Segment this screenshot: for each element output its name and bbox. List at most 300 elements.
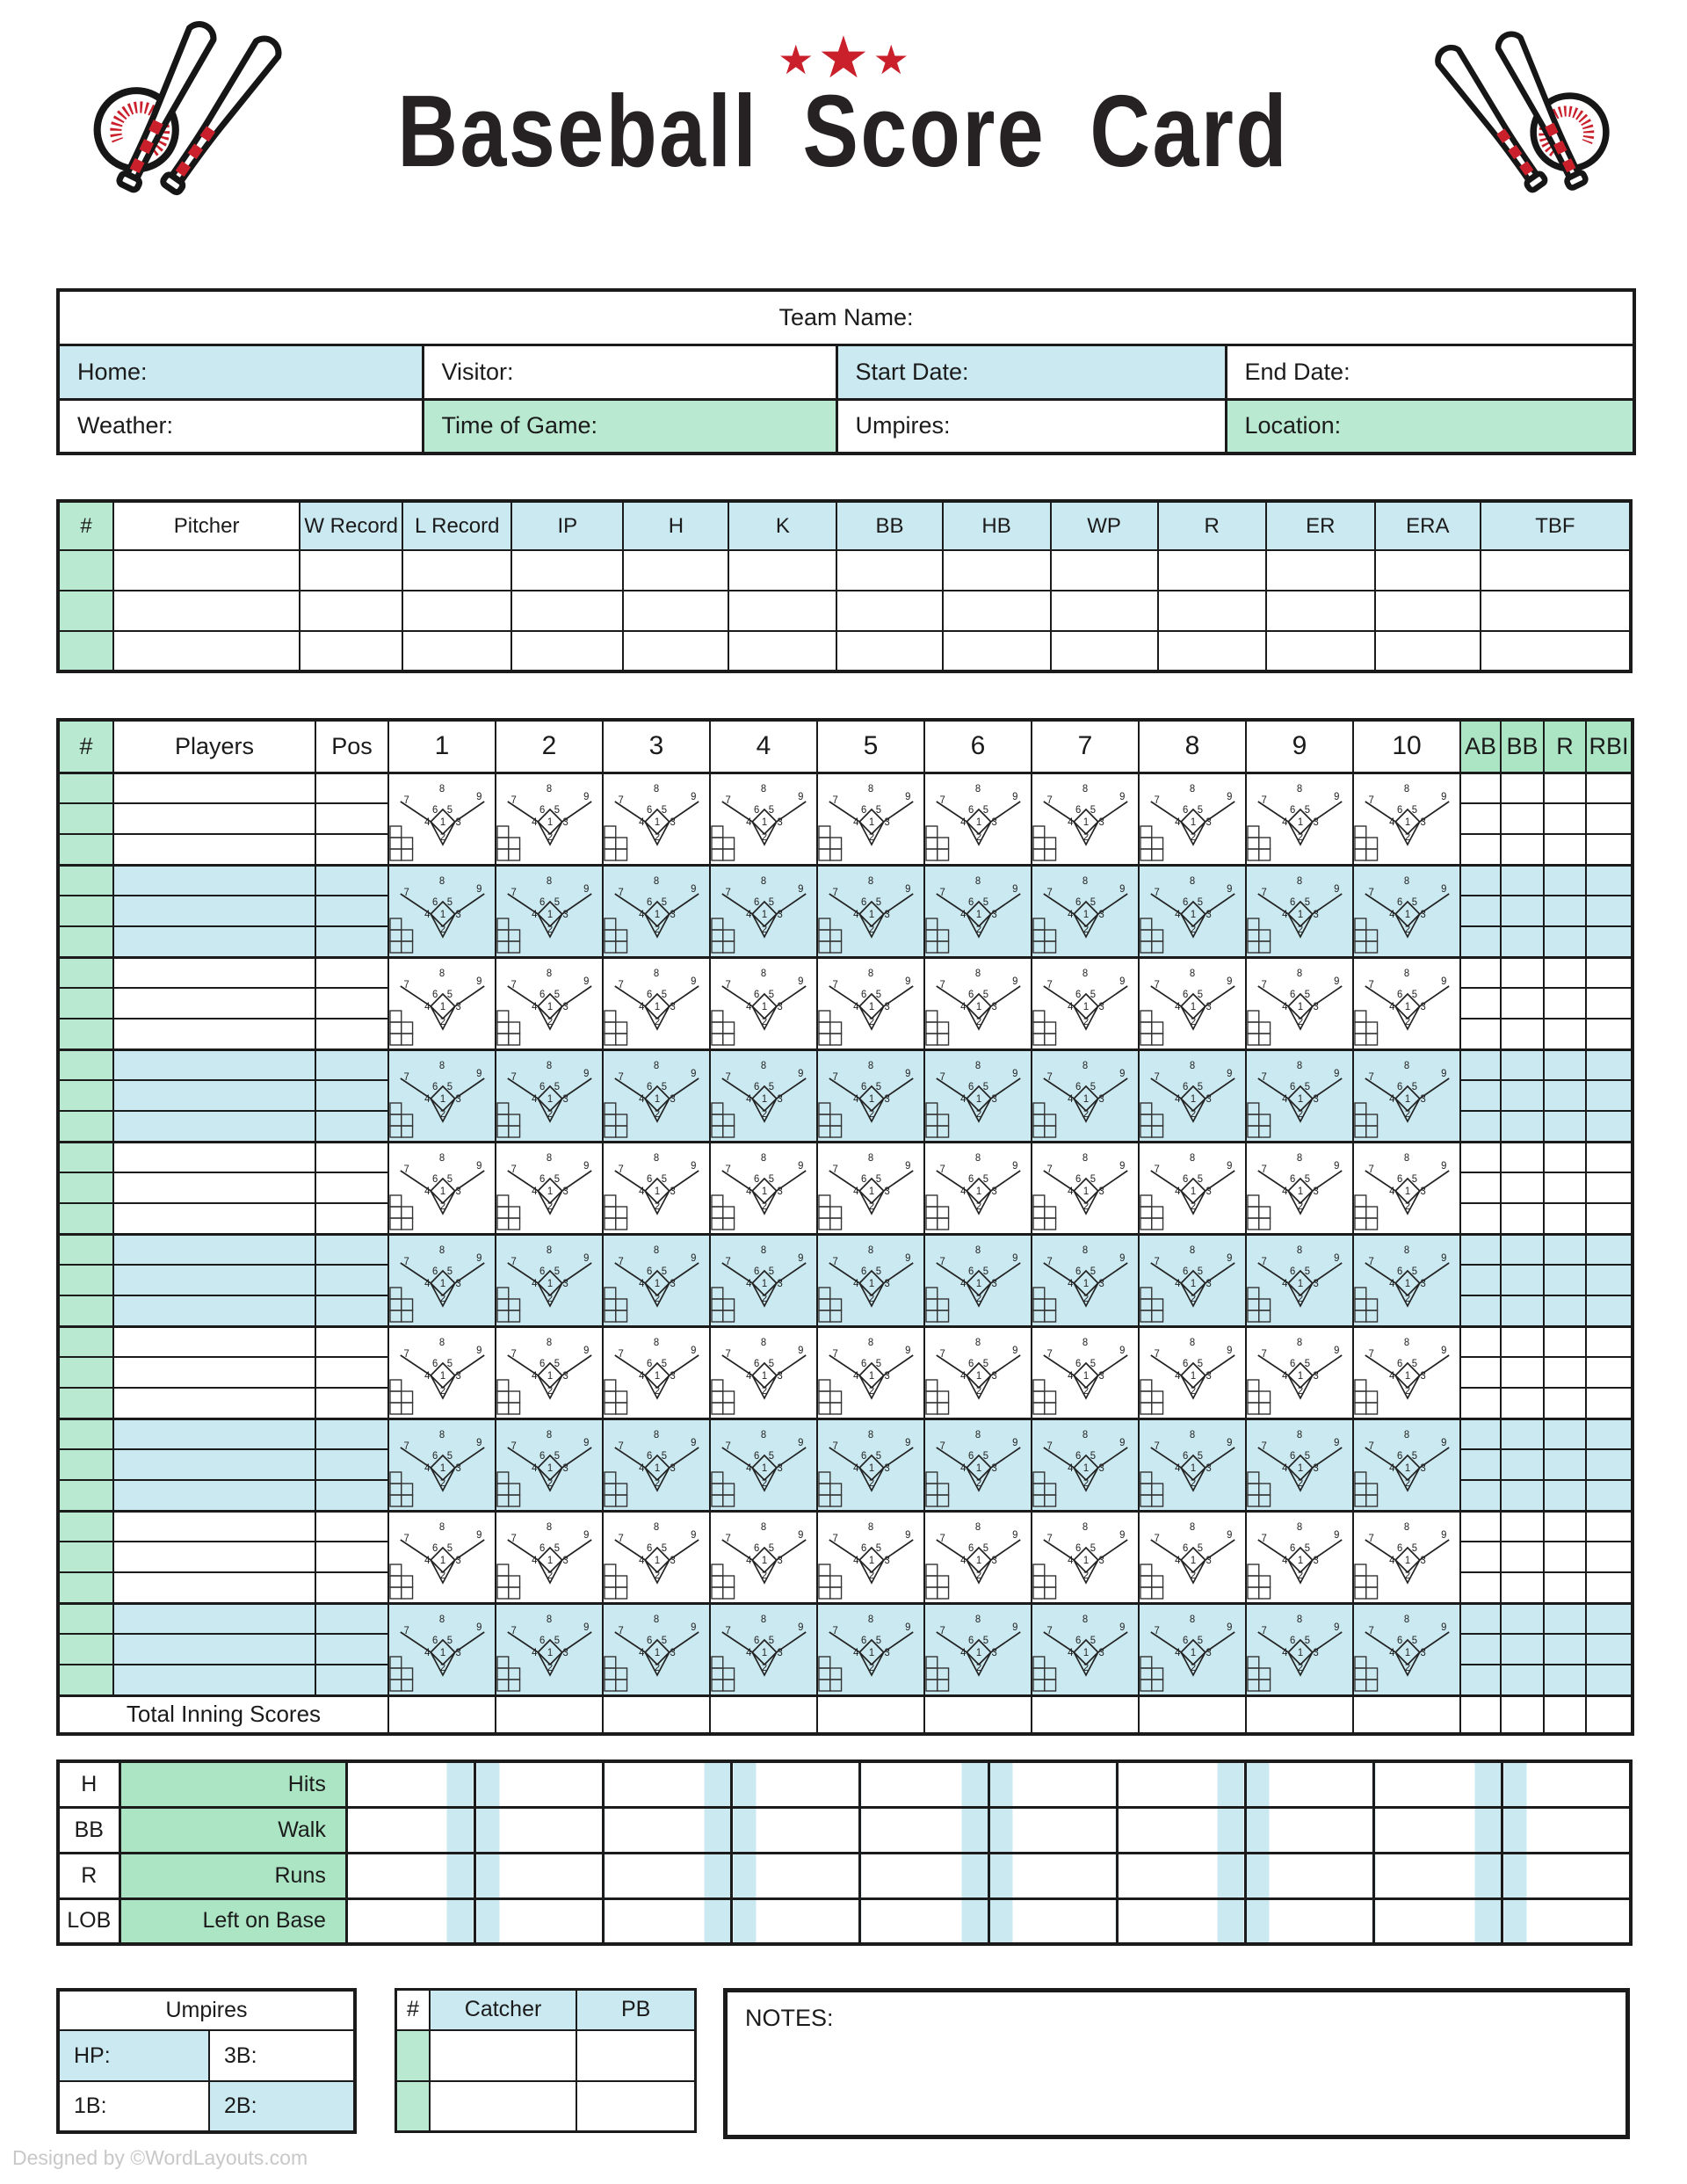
player-name-cell[interactable] <box>113 1049 315 1080</box>
inning-2-score-cell[interactable] <box>496 1511 603 1603</box>
player-name-cell[interactable] <box>113 1603 315 1634</box>
stat-inning-cell[interactable] <box>1502 1807 1631 1853</box>
rbi-cell[interactable] <box>1586 957 1633 988</box>
pitcher-cell[interactable] <box>836 550 942 591</box>
rbi-cell[interactable] <box>1586 834 1633 865</box>
player-pos-cell[interactable] <box>315 1265 388 1295</box>
rbi-cell[interactable] <box>1586 1326 1633 1357</box>
pitcher-cell[interactable] <box>113 591 300 631</box>
player-name-cell[interactable] <box>113 1295 315 1326</box>
ab-cell[interactable] <box>1460 1480 1501 1511</box>
inning-8-score-cell[interactable] <box>1139 1419 1246 1511</box>
pitcher-cell[interactable] <box>943 591 1051 631</box>
player-number-cell[interactable] <box>58 988 113 1019</box>
pitcher-cell[interactable] <box>728 591 836 631</box>
inning-4-score-cell[interactable] <box>710 1603 817 1695</box>
r-cell[interactable] <box>1544 1511 1586 1542</box>
inning-6-score-cell[interactable] <box>924 1049 1032 1142</box>
total-inning-7-cell[interactable] <box>1032 1695 1139 1734</box>
inning-3-score-cell[interactable] <box>603 1234 710 1326</box>
pitcher-cell[interactable] <box>1158 631 1266 671</box>
player-name-cell[interactable] <box>113 1542 315 1572</box>
pitcher-cell[interactable] <box>1481 550 1631 591</box>
inning-7-score-cell[interactable] <box>1032 1511 1139 1603</box>
stat-inning-cell[interactable] <box>1117 1761 1245 1807</box>
player-number-cell[interactable] <box>58 1142 113 1172</box>
ab-cell[interactable] <box>1460 957 1501 988</box>
rbi-cell[interactable] <box>1586 1111 1633 1142</box>
rbi-cell[interactable] <box>1586 1542 1633 1572</box>
total-ab-cell[interactable] <box>1460 1695 1501 1734</box>
inning-1-score-cell[interactable] <box>388 1234 496 1326</box>
pitcher-cell[interactable] <box>58 631 113 671</box>
catcher-cell[interactable] <box>396 2030 430 2081</box>
player-number-cell[interactable] <box>58 1172 113 1203</box>
inning-6-score-cell[interactable] <box>924 957 1032 1049</box>
stat-inning-cell[interactable] <box>1117 1898 1245 1944</box>
rbi-cell[interactable] <box>1586 865 1633 896</box>
pitcher-cell[interactable] <box>623 631 728 671</box>
ab-cell[interactable] <box>1460 803 1501 834</box>
catcher-cell[interactable] <box>396 2081 430 2132</box>
inning-5-score-cell[interactable] <box>817 1603 924 1695</box>
umpire-field-hp[interactable]: HP: <box>58 2030 209 2081</box>
total-inning-5-cell[interactable] <box>817 1695 924 1734</box>
stat-inning-cell[interactable] <box>988 1898 1117 1944</box>
r-cell[interactable] <box>1544 1234 1586 1265</box>
inning-3-score-cell[interactable] <box>603 1049 710 1142</box>
player-number-cell[interactable] <box>58 1542 113 1572</box>
bb-cell[interactable] <box>1501 1634 1544 1665</box>
inning-1-score-cell[interactable] <box>388 957 496 1049</box>
player-name-cell[interactable] <box>113 1080 315 1111</box>
player-number-cell[interactable] <box>58 803 113 834</box>
inning-10-score-cell[interactable] <box>1353 773 1460 865</box>
inning-1-score-cell[interactable] <box>388 1603 496 1695</box>
inning-5-score-cell[interactable] <box>817 1234 924 1326</box>
bb-cell[interactable] <box>1501 1665 1544 1695</box>
pitcher-cell[interactable] <box>943 631 1051 671</box>
player-number-cell[interactable] <box>58 865 113 896</box>
team-field-weather[interactable]: Weather: <box>58 399 423 453</box>
inning-8-score-cell[interactable] <box>1139 1234 1246 1326</box>
player-name-cell[interactable] <box>113 1111 315 1142</box>
ab-cell[interactable] <box>1460 1665 1501 1695</box>
rbi-cell[interactable] <box>1586 1665 1633 1695</box>
catcher-cell[interactable] <box>576 2081 695 2132</box>
inning-1-score-cell[interactable] <box>388 1419 496 1511</box>
r-cell[interactable] <box>1544 1572 1586 1603</box>
player-number-cell[interactable] <box>58 1080 113 1111</box>
player-number-cell[interactable] <box>58 1049 113 1080</box>
inning-8-score-cell[interactable] <box>1139 1603 1246 1695</box>
inning-7-score-cell[interactable] <box>1032 1419 1139 1511</box>
bb-cell[interactable] <box>1501 1511 1544 1542</box>
inning-4-score-cell[interactable] <box>710 1419 817 1511</box>
inning-3-score-cell[interactable] <box>603 1142 710 1234</box>
rbi-cell[interactable] <box>1586 773 1633 803</box>
bb-cell[interactable] <box>1501 803 1544 834</box>
player-name-cell[interactable] <box>113 865 315 896</box>
bb-cell[interactable] <box>1501 1572 1544 1603</box>
r-cell[interactable] <box>1544 1080 1586 1111</box>
bb-cell[interactable] <box>1501 1357 1544 1388</box>
rbi-cell[interactable] <box>1586 1265 1633 1295</box>
player-pos-cell[interactable] <box>315 773 388 803</box>
player-pos-cell[interactable] <box>315 803 388 834</box>
player-pos-cell[interactable] <box>315 865 388 896</box>
r-cell[interactable] <box>1544 896 1586 926</box>
inning-6-score-cell[interactable] <box>924 1326 1032 1419</box>
inning-5-score-cell[interactable] <box>817 1419 924 1511</box>
inning-4-score-cell[interactable] <box>710 1142 817 1234</box>
bb-cell[interactable] <box>1501 865 1544 896</box>
stat-inning-cell[interactable] <box>988 1761 1117 1807</box>
inning-1-score-cell[interactable] <box>388 865 496 957</box>
ab-cell[interactable] <box>1460 926 1501 957</box>
inning-2-score-cell[interactable] <box>496 1049 603 1142</box>
r-cell[interactable] <box>1544 1449 1586 1480</box>
player-number-cell[interactable] <box>58 1388 113 1419</box>
r-cell[interactable] <box>1544 1049 1586 1080</box>
inning-3-score-cell[interactable] <box>603 865 710 957</box>
bb-cell[interactable] <box>1501 1049 1544 1080</box>
stat-inning-cell[interactable] <box>604 1898 732 1944</box>
player-pos-cell[interactable] <box>315 1542 388 1572</box>
player-number-cell[interactable] <box>58 1480 113 1511</box>
rbi-cell[interactable] <box>1586 1203 1633 1234</box>
player-number-cell[interactable] <box>58 1111 113 1142</box>
total-inning-4-cell[interactable] <box>710 1695 817 1734</box>
stat-inning-cell[interactable] <box>1374 1761 1502 1807</box>
stat-inning-cell[interactable] <box>860 1761 988 1807</box>
ab-cell[interactable] <box>1460 1388 1501 1419</box>
stat-inning-cell[interactable] <box>346 1807 474 1853</box>
stat-inning-cell[interactable] <box>1374 1807 1502 1853</box>
pitcher-cell[interactable] <box>728 550 836 591</box>
inning-2-score-cell[interactable] <box>496 1142 603 1234</box>
rbi-cell[interactable] <box>1586 1572 1633 1603</box>
bb-cell[interactable] <box>1501 1019 1544 1049</box>
r-cell[interactable] <box>1544 1295 1586 1326</box>
rbi-cell[interactable] <box>1586 896 1633 926</box>
player-pos-cell[interactable] <box>315 1419 388 1449</box>
player-name-cell[interactable] <box>113 773 315 803</box>
team-field-umpires[interactable]: Umpires: <box>836 399 1226 453</box>
inning-2-score-cell[interactable] <box>496 1419 603 1511</box>
catcher-cell[interactable] <box>430 2081 576 2132</box>
ab-cell[interactable] <box>1460 1019 1501 1049</box>
player-pos-cell[interactable] <box>315 1172 388 1203</box>
player-name-cell[interactable] <box>113 1019 315 1049</box>
player-pos-cell[interactable] <box>315 834 388 865</box>
stat-inning-cell[interactable] <box>475 1761 604 1807</box>
ab-cell[interactable] <box>1460 1111 1501 1142</box>
inning-2-score-cell[interactable] <box>496 1603 603 1695</box>
rbi-cell[interactable] <box>1586 1419 1633 1449</box>
inning-10-score-cell[interactable] <box>1353 1142 1460 1234</box>
inning-1-score-cell[interactable] <box>388 1142 496 1234</box>
stat-inning-cell[interactable] <box>732 1898 860 1944</box>
pitcher-cell[interactable] <box>1266 591 1375 631</box>
stat-inning-cell[interactable] <box>1245 1898 1373 1944</box>
inning-7-score-cell[interactable] <box>1032 1603 1139 1695</box>
inning-2-score-cell[interactable] <box>496 773 603 865</box>
player-name-cell[interactable] <box>113 803 315 834</box>
pitcher-cell[interactable] <box>511 550 623 591</box>
player-pos-cell[interactable] <box>315 926 388 957</box>
pitcher-cell[interactable] <box>623 591 728 631</box>
rbi-cell[interactable] <box>1586 1234 1633 1265</box>
player-name-cell[interactable] <box>113 988 315 1019</box>
ab-cell[interactable] <box>1460 1419 1501 1449</box>
umpire-field-2b[interactable]: 2B: <box>209 2081 355 2132</box>
pitcher-cell[interactable] <box>402 631 511 671</box>
pitcher-cell[interactable] <box>58 591 113 631</box>
r-cell[interactable] <box>1544 957 1586 988</box>
ab-cell[interactable] <box>1460 773 1501 803</box>
inning-7-score-cell[interactable] <box>1032 773 1139 865</box>
ab-cell[interactable] <box>1460 1142 1501 1172</box>
stat-inning-cell[interactable] <box>346 1761 474 1807</box>
inning-6-score-cell[interactable] <box>924 1234 1032 1326</box>
stat-inning-cell[interactable] <box>1245 1807 1373 1853</box>
rbi-cell[interactable] <box>1586 1172 1633 1203</box>
stat-inning-cell[interactable] <box>1502 1761 1631 1807</box>
player-pos-cell[interactable] <box>315 1049 388 1080</box>
inning-6-score-cell[interactable] <box>924 1419 1032 1511</box>
player-number-cell[interactable] <box>58 1634 113 1665</box>
catcher-cell[interactable] <box>576 2030 695 2081</box>
stat-inning-cell[interactable] <box>988 1807 1117 1853</box>
ab-cell[interactable] <box>1460 988 1501 1019</box>
player-name-cell[interactable] <box>113 834 315 865</box>
inning-4-score-cell[interactable] <box>710 1049 817 1142</box>
pitcher-cell[interactable] <box>728 631 836 671</box>
player-name-cell[interactable] <box>113 896 315 926</box>
r-cell[interactable] <box>1544 1665 1586 1695</box>
ab-cell[interactable] <box>1460 1542 1501 1572</box>
stat-inning-cell[interactable] <box>860 1853 988 1898</box>
inning-9-score-cell[interactable] <box>1246 773 1353 865</box>
stat-inning-cell[interactable] <box>1374 1898 1502 1944</box>
ab-cell[interactable] <box>1460 1511 1501 1542</box>
r-cell[interactable] <box>1544 773 1586 803</box>
ab-cell[interactable] <box>1460 1357 1501 1388</box>
team-field-enddate[interactable]: End Date: <box>1226 345 1634 399</box>
player-pos-cell[interactable] <box>315 1111 388 1142</box>
bb-cell[interactable] <box>1501 1172 1544 1203</box>
ab-cell[interactable] <box>1460 896 1501 926</box>
player-pos-cell[interactable] <box>315 1634 388 1665</box>
pitcher-cell[interactable] <box>113 631 300 671</box>
notes-box[interactable] <box>723 1988 1630 2139</box>
stat-inning-cell[interactable] <box>1117 1807 1245 1853</box>
player-number-cell[interactable] <box>58 1295 113 1326</box>
player-pos-cell[interactable] <box>315 1234 388 1265</box>
inning-9-score-cell[interactable] <box>1246 1419 1353 1511</box>
pitcher-cell[interactable] <box>1158 550 1266 591</box>
stat-inning-cell[interactable] <box>1245 1853 1373 1898</box>
inning-9-score-cell[interactable] <box>1246 1511 1353 1603</box>
player-pos-cell[interactable] <box>315 1295 388 1326</box>
total-inning-2-cell[interactable] <box>496 1695 603 1734</box>
total-inning-6-cell[interactable] <box>924 1695 1032 1734</box>
inning-10-score-cell[interactable] <box>1353 865 1460 957</box>
inning-7-score-cell[interactable] <box>1032 1049 1139 1142</box>
inning-10-score-cell[interactable] <box>1353 1603 1460 1695</box>
inning-5-score-cell[interactable] <box>817 1142 924 1234</box>
rbi-cell[interactable] <box>1586 1019 1633 1049</box>
r-cell[interactable] <box>1544 1326 1586 1357</box>
rbi-cell[interactable] <box>1586 1603 1633 1634</box>
inning-9-score-cell[interactable] <box>1246 865 1353 957</box>
player-name-cell[interactable] <box>113 1203 315 1234</box>
ab-cell[interactable] <box>1460 1295 1501 1326</box>
r-cell[interactable] <box>1544 1357 1586 1388</box>
player-number-cell[interactable] <box>58 834 113 865</box>
rbi-cell[interactable] <box>1586 1388 1633 1419</box>
bb-cell[interactable] <box>1501 988 1544 1019</box>
inning-2-score-cell[interactable] <box>496 865 603 957</box>
pitcher-cell[interactable] <box>58 550 113 591</box>
pitcher-cell[interactable] <box>1481 591 1631 631</box>
ab-cell[interactable] <box>1460 1234 1501 1265</box>
team-field-startdate[interactable]: Start Date: <box>836 345 1226 399</box>
player-number-cell[interactable] <box>58 1357 113 1388</box>
stat-inning-cell[interactable] <box>732 1761 860 1807</box>
player-name-cell[interactable] <box>113 957 315 988</box>
inning-4-score-cell[interactable] <box>710 1234 817 1326</box>
inning-7-score-cell[interactable] <box>1032 957 1139 1049</box>
stat-inning-cell[interactable] <box>604 1807 732 1853</box>
inning-1-score-cell[interactable] <box>388 1511 496 1603</box>
pitcher-cell[interactable] <box>1158 591 1266 631</box>
player-number-cell[interactable] <box>58 1449 113 1480</box>
player-pos-cell[interactable] <box>315 1203 388 1234</box>
inning-5-score-cell[interactable] <box>817 773 924 865</box>
inning-4-score-cell[interactable] <box>710 1511 817 1603</box>
bb-cell[interactable] <box>1501 896 1544 926</box>
pitcher-cell[interactable] <box>300 550 402 591</box>
total-inning-10-cell[interactable] <box>1353 1695 1460 1734</box>
player-number-cell[interactable] <box>58 1419 113 1449</box>
player-pos-cell[interactable] <box>315 1019 388 1049</box>
stat-inning-cell[interactable] <box>860 1807 988 1853</box>
ab-cell[interactable] <box>1460 834 1501 865</box>
player-number-cell[interactable] <box>58 896 113 926</box>
inning-2-score-cell[interactable] <box>496 1326 603 1419</box>
inning-7-score-cell[interactable] <box>1032 1142 1139 1234</box>
pitcher-cell[interactable] <box>1051 631 1158 671</box>
stat-inning-cell[interactable] <box>346 1898 474 1944</box>
bb-cell[interactable] <box>1501 773 1544 803</box>
r-cell[interactable] <box>1544 1634 1586 1665</box>
r-cell[interactable] <box>1544 926 1586 957</box>
inning-5-score-cell[interactable] <box>817 1326 924 1419</box>
inning-8-score-cell[interactable] <box>1139 865 1246 957</box>
bb-cell[interactable] <box>1501 1326 1544 1357</box>
inning-7-score-cell[interactable] <box>1032 865 1139 957</box>
ab-cell[interactable] <box>1460 1172 1501 1203</box>
inning-6-score-cell[interactable] <box>924 1511 1032 1603</box>
rbi-cell[interactable] <box>1586 1357 1633 1388</box>
pitcher-cell[interactable] <box>113 550 300 591</box>
inning-6-score-cell[interactable] <box>924 1142 1032 1234</box>
player-name-cell[interactable] <box>113 1419 315 1449</box>
total-r-cell[interactable] <box>1544 1695 1586 1734</box>
player-pos-cell[interactable] <box>315 1572 388 1603</box>
r-cell[interactable] <box>1544 1172 1586 1203</box>
stat-inning-cell[interactable] <box>604 1761 732 1807</box>
inning-8-score-cell[interactable] <box>1139 1326 1246 1419</box>
bb-cell[interactable] <box>1501 957 1544 988</box>
player-number-cell[interactable] <box>58 1326 113 1357</box>
r-cell[interactable] <box>1544 1480 1586 1511</box>
total-rbi-cell[interactable] <box>1586 1695 1633 1734</box>
player-pos-cell[interactable] <box>315 1326 388 1357</box>
inning-4-score-cell[interactable] <box>710 865 817 957</box>
bb-cell[interactable] <box>1501 1603 1544 1634</box>
pitcher-cell[interactable] <box>511 591 623 631</box>
player-number-cell[interactable] <box>58 1203 113 1234</box>
player-number-cell[interactable] <box>58 773 113 803</box>
player-name-cell[interactable] <box>113 1388 315 1419</box>
inning-10-score-cell[interactable] <box>1353 1049 1460 1142</box>
ab-cell[interactable] <box>1460 1603 1501 1634</box>
team-field-location[interactable]: Location: <box>1226 399 1634 453</box>
player-name-cell[interactable] <box>113 1172 315 1203</box>
player-number-cell[interactable] <box>58 1572 113 1603</box>
player-name-cell[interactable] <box>113 1480 315 1511</box>
total-inning-1-cell[interactable] <box>388 1695 496 1734</box>
inning-10-score-cell[interactable] <box>1353 1419 1460 1511</box>
bb-cell[interactable] <box>1501 1265 1544 1295</box>
ab-cell[interactable] <box>1460 1634 1501 1665</box>
player-pos-cell[interactable] <box>315 1449 388 1480</box>
inning-10-score-cell[interactable] <box>1353 1326 1460 1419</box>
player-pos-cell[interactable] <box>315 988 388 1019</box>
player-pos-cell[interactable] <box>315 1603 388 1634</box>
inning-9-score-cell[interactable] <box>1246 1234 1353 1326</box>
inning-1-score-cell[interactable] <box>388 1326 496 1419</box>
player-name-cell[interactable] <box>113 1449 315 1480</box>
inning-6-score-cell[interactable] <box>924 1603 1032 1695</box>
stat-inning-cell[interactable] <box>860 1898 988 1944</box>
inning-5-score-cell[interactable] <box>817 957 924 1049</box>
bb-cell[interactable] <box>1501 1449 1544 1480</box>
inning-10-score-cell[interactable] <box>1353 1511 1460 1603</box>
pitcher-cell[interactable] <box>511 631 623 671</box>
inning-3-score-cell[interactable] <box>603 1603 710 1695</box>
player-pos-cell[interactable] <box>315 957 388 988</box>
player-name-cell[interactable] <box>113 1326 315 1357</box>
inning-3-score-cell[interactable] <box>603 957 710 1049</box>
stat-inning-cell[interactable] <box>1502 1853 1631 1898</box>
inning-5-score-cell[interactable] <box>817 1511 924 1603</box>
stat-inning-cell[interactable] <box>1374 1853 1502 1898</box>
pitcher-cell[interactable] <box>836 591 942 631</box>
ab-cell[interactable] <box>1460 1203 1501 1234</box>
player-number-cell[interactable] <box>58 1603 113 1634</box>
inning-9-score-cell[interactable] <box>1246 1326 1353 1419</box>
player-pos-cell[interactable] <box>315 1080 388 1111</box>
inning-8-score-cell[interactable] <box>1139 773 1246 865</box>
r-cell[interactable] <box>1544 1265 1586 1295</box>
r-cell[interactable] <box>1544 1388 1586 1419</box>
stat-inning-cell[interactable] <box>475 1898 604 1944</box>
bb-cell[interactable] <box>1501 1234 1544 1265</box>
